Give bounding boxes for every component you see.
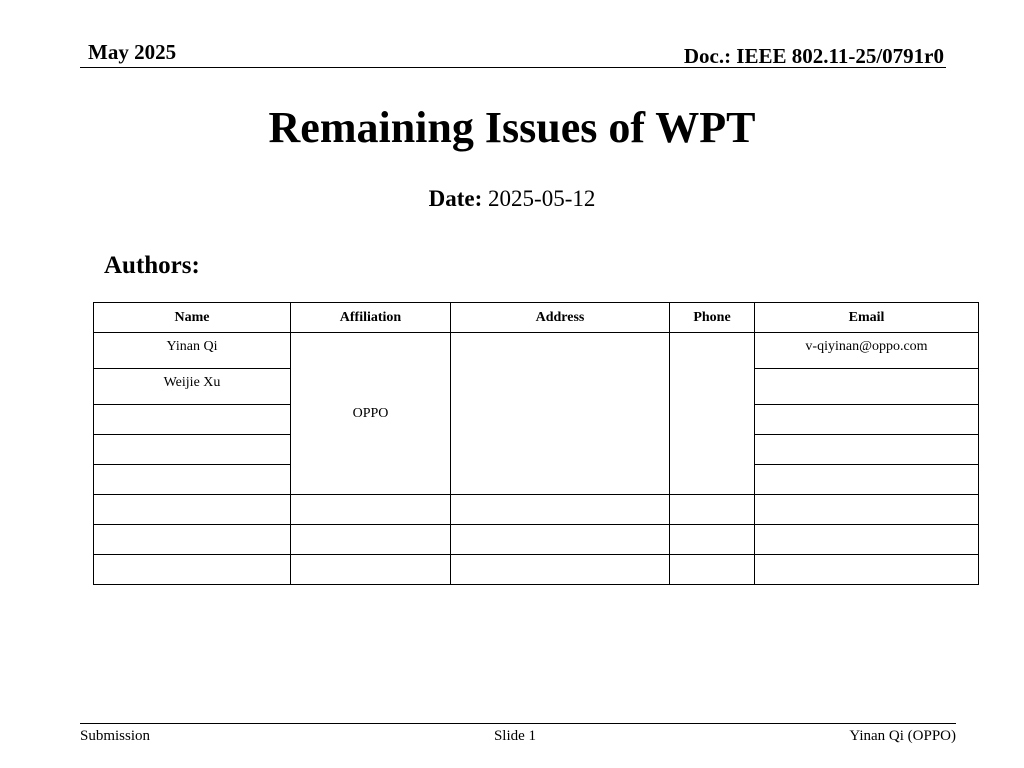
empty-cell [451,525,670,555]
column-header-affiliation: Affiliation [291,303,451,333]
header-divider [80,67,946,68]
column-header-email: Email [755,303,979,333]
table-row [94,333,979,369]
table-row [94,555,979,585]
column-header-phone: Phone [670,303,755,333]
empty-cell [755,555,979,585]
empty-cell [94,405,291,435]
empty-cell [670,555,755,585]
phone-cell [670,333,755,495]
empty-cell [755,465,979,495]
empty-cell [451,495,670,525]
empty-cell [670,525,755,555]
authors-heading: Authors: [104,252,200,279]
empty-cell [755,495,979,525]
column-header-name: Name [94,303,291,333]
affiliation-cell: OPPO [291,333,451,495]
empty-cell [94,435,291,465]
footer-author: Yinan Qi (OPPO) [849,728,956,744]
slide-title: Remaining Issues of WPT [268,103,756,152]
empty-cell [94,465,291,495]
empty-cell [755,525,979,555]
author-name-cell: Weijie Xu [94,369,291,405]
empty-cell [94,525,291,555]
address-cell [451,333,670,495]
footer-divider [80,723,956,724]
empty-cell [755,435,979,465]
date-label: Date: [428,186,483,211]
footer-slide-number: Slide 1 [493,728,537,744]
empty-cell [291,525,451,555]
empty-cell [291,495,451,525]
column-header-address: Address [451,303,670,333]
author-email-cell: v-qiyinan@oppo.com [755,333,979,369]
date-value: 2025-05-12 [488,186,596,211]
table-row [94,525,979,555]
empty-cell [451,555,670,585]
empty-cell [94,495,291,525]
authors-table [93,302,979,585]
table-row [94,495,979,525]
header-date: May 2025 [88,40,177,64]
empty-cell [94,555,291,585]
footer-submission: Submission [80,728,151,744]
header-doc-id: Doc.: IEEE 802.11-25/0791r0 [683,44,944,68]
table-header-row [94,303,979,333]
empty-cell [670,495,755,525]
author-name-cell: Yinan Qi [94,333,291,369]
empty-cell [755,405,979,435]
author-email-cell [755,369,979,405]
date-line [0,186,1024,212]
empty-cell [291,555,451,585]
